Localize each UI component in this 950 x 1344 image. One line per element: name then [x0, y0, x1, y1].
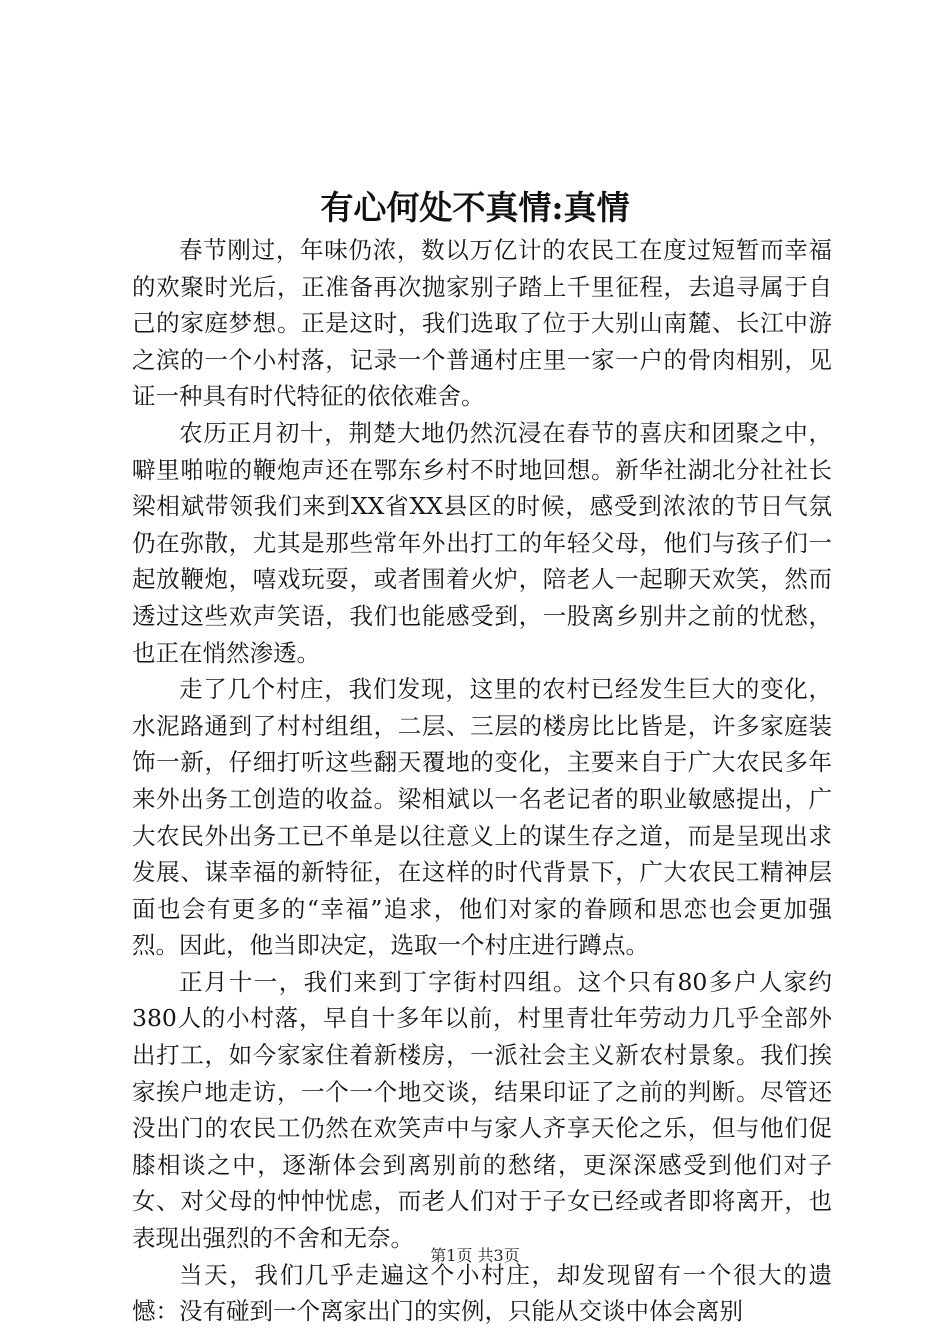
paragraph: 当天，我们几乎走遍这个小村庄，却发现留有一个很大的遗憾：没有碰到一个离家出门的实例，只能从交谈中体会离别	[132, 1260, 832, 1326]
paragraph: 农历正月初十，荆楚大地仍然沉浸在春节的喜庆和团聚之中，噼里啪啦的鞭炮声还在鄂东乡村不时地回想。新华社湖北分社社长梁相斌带领我们来到XX省XX县区的时候，感受到浓浓的节日气氛仍在弥散，尤其是那些常年外出打工的年轻父母，他们与孩子们一起放鞭炮，嘻戏玩耍，或者围着火炉，陪老人一起聊天欢笑，然而透过这些欢声笑语，我们也能感受到，一股离乡别井之前的忧愁，也正在悄然渗透。	[132, 418, 832, 667]
page-number-footer: 第1页 共3页	[430, 1246, 520, 1265]
paragraph: 正月十一，我们来到丁字街村四组。这个只有80多户人家约380人的小村落，早自十多年以前，村里青壮年劳动力几乎全部外出打工，如今家家住着新楼房，一派社会主义新农村景象。我们挨家挨户地走访，一个一个地交谈，结果印证了之前的判断。尽管还没出门的农民工仍然在欢笑声中与家人齐享天伦之乐，但与他们促膝相谈之中，逐渐体会到离别前的愁绪，更深深感受到他们对子女、对父母的忡忡忧虑，而老人们对于子女已经或者即将离开，也表现出强烈的不舍和无奈。	[132, 967, 832, 1253]
paragraph: 春节刚过，年味仍浓，数以万亿计的农民工在度过短暂而幸福的欢聚时光后，正准备再次抛家别子踏上千里征程，去追寻属于自己的家庭梦想。正是这时，我们选取了位于大别山南麓、长江中游之滨的一个小村落，记录一个普通村庄里一家一户的骨肉相别，见证一种具有时代特征的依依难舍。	[132, 236, 832, 411]
document-body	[132, 232, 832, 1330]
paragraph: 走了几个村庄，我们发现，这里的农村已经发生巨大的变化，水泥路通到了村村组组，二层、三层的楼房比比皆是，许多家庭装饰一新，仔细打听这些翻天覆地的变化，主要来自于广大农民多年来外出务工创造的收益。梁相斌以一名老记者的职业敏感提出，广大农民外出务工已不单是以往意义上的谋生存之道，而是呈现出求发展、谋幸福的新特征，在这样的时代背景下，广大农民工精神层面也会有更多的“幸福”追求，他们对家的眷顾和思恋也会更加强烈。因此，他当即决定，选取一个村庄进行蹲点。	[132, 675, 832, 960]
document-title: 有心何处不真情:真情	[320, 188, 630, 227]
